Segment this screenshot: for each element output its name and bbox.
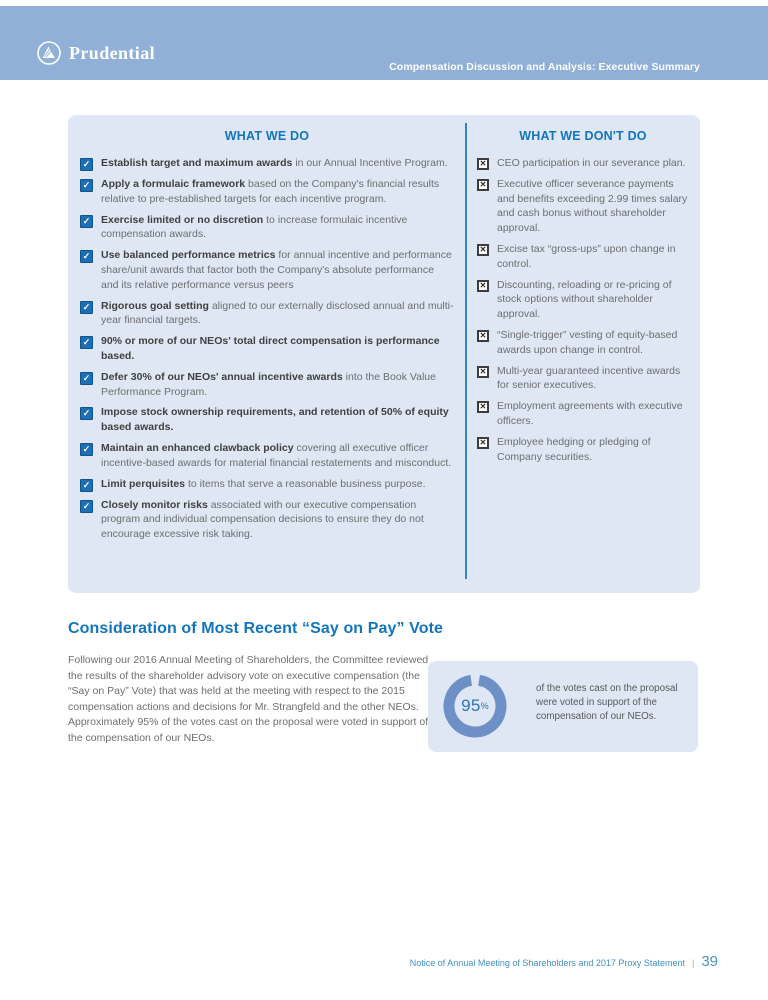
dont-item-text: Discounting, reloading or re-pricing of stock options without shareholder approval. (497, 278, 672, 321)
do-list-item (80, 334, 454, 364)
checkbox-checked-icon: ✓ (80, 250, 93, 263)
dont-item-text: Excise tax “gross-ups” upon change in control. (497, 242, 676, 270)
footer-divider: | (691, 958, 695, 968)
do-item-text (101, 405, 454, 435)
do-list-item (80, 177, 454, 207)
do-list-item (80, 248, 454, 292)
say-on-pay-paragraph: Following our 2016 Annual Meeting of Shareholders, the Committee reviewed the results of the shareholder advisory vote on executive compensation (the “Say on Pay” Vote) that was held at the meeting with respect to the 2015 compensation actions and decisions for Mr. Strangfeld and the other NEOs. Approximately 95% of the votes cast on the proposal were voted in support of the compensation of our NEOs. (68, 654, 429, 744)
dont-list-item (477, 242, 689, 272)
item-icon-cell (80, 336, 93, 364)
item-icon-cell (80, 372, 93, 400)
do-item-lead: Exercise limited or no discretion (101, 213, 264, 226)
do-item-rest: based on the Company's financial results relative to pre-established targets for each incentive program. (101, 178, 440, 205)
checkbox-checked-icon: ✓ (80, 500, 93, 513)
do-item-rest: aligned to our externally disclosed annual and multi-year financial targets. (101, 299, 454, 327)
item-icon-cell (80, 407, 93, 435)
checkbox-checked-icon: ✓ (80, 158, 93, 171)
do-item-rest: into the Book Value Performance Program. (101, 370, 436, 398)
item-icon-cell (80, 443, 93, 471)
do-item-text (101, 299, 454, 329)
do-item-rest: in our Annual Incentive Program. (295, 157, 448, 169)
do-item-lead: Closely monitor risks (101, 498, 208, 511)
item-icon-cell (80, 179, 93, 207)
do-item-text (101, 334, 454, 364)
do-list-item (80, 156, 454, 171)
do-item-text (101, 213, 454, 243)
what-we-do-list (80, 156, 454, 542)
do-item-rest: to increase formulaic incentive compensation awards. (101, 213, 408, 241)
do-item-text (101, 498, 454, 542)
do-item-rest: associated with our executive compensation program and individual compensation decisions to ensure they do not encourage excessive risk taking. (101, 498, 424, 541)
dont-list-item (477, 278, 689, 322)
item-icon-cell (477, 366, 489, 394)
item-icon-cell (477, 280, 489, 322)
do-item-lead: Establish target and maximum awards (101, 157, 293, 169)
dont-list-item (477, 435, 689, 465)
checkbox-checked-icon: ✓ (80, 443, 93, 456)
x-box-icon: ✕ (477, 244, 489, 256)
do-list-item (80, 370, 454, 400)
column-divider (465, 123, 467, 579)
prudential-rock-logo-icon (36, 40, 62, 66)
x-box-icon: ✕ (477, 366, 489, 378)
dont-list-item (477, 156, 689, 171)
dont-item-text: “Single-trigger” vesting of equity-based awards upon change in control. (497, 328, 678, 356)
footer-text: Notice of Annual Meeting of Shareholders and 2017 Proxy Statement (409, 958, 685, 968)
do-item-text (101, 177, 454, 207)
do-item-lead: Defer 30% of our NEOs' annual incentive awards (101, 370, 343, 383)
do-item-lead: Apply a formulaic framework (101, 178, 246, 190)
do-item-rest: covering all executive officer incentive-based awards for material financial restatements and misconduct. (101, 441, 452, 469)
item-icon-cell (477, 179, 489, 236)
dont-list-item (477, 177, 689, 236)
item-icon-cell (477, 330, 489, 358)
what-we-dont-do-list (477, 156, 689, 464)
do-item-text (101, 156, 448, 171)
item-icon-cell (477, 158, 489, 171)
say-on-pay-callout-box (428, 661, 698, 752)
page-footer (410, 953, 718, 970)
what-we-do-column (80, 121, 454, 548)
item-icon-cell (80, 500, 93, 542)
brand (36, 40, 155, 66)
do-list-item (80, 477, 454, 492)
do-item-text (101, 370, 454, 400)
what-we-dont-do-title: WHAT WE DON'T DO (519, 129, 647, 143)
dont-item-text: CEO participation in our severance plan. (497, 157, 686, 169)
item-icon-cell (477, 244, 489, 272)
item-icon-cell (80, 215, 93, 243)
do-item-lead: Rigorous goal setting (101, 299, 209, 312)
do-list-item (80, 441, 454, 471)
checkbox-checked-icon: ✓ (80, 301, 93, 314)
do-item-lead: Use balanced performance metrics (101, 249, 276, 262)
do-item-lead: Maintain an enhanced clawback policy (101, 441, 294, 454)
do-item-rest: to items that serve a reasonable business purpose. (187, 477, 426, 490)
dont-list-item (477, 399, 689, 429)
item-icon-cell (80, 479, 93, 492)
do-item-text (101, 441, 454, 471)
callout-caption: of the votes cast on the proposal were voted in support of the compensation of our NEOs. (536, 683, 678, 722)
dont-list-item (477, 364, 689, 394)
do-list-item (80, 405, 454, 435)
checkbox-checked-icon: ✓ (80, 479, 93, 492)
do-list-item (80, 213, 454, 243)
checkbox-checked-icon: ✓ (80, 407, 93, 420)
item-icon-cell (80, 301, 93, 329)
dont-item-text: Executive officer severance payments and benefits exceeding 2.99 times salary and cash bonus without shareholder approval. (497, 177, 688, 235)
x-box-icon: ✕ (477, 158, 489, 170)
percent-value: 95 (461, 696, 481, 715)
checkbox-checked-icon: ✓ (80, 336, 93, 349)
x-box-icon: ✕ (477, 330, 489, 342)
do-item-lead: Impose stock ownership requirements, and retention of 50% of equity based awards. (101, 406, 449, 434)
do-item-text (101, 477, 426, 492)
dont-list-item (477, 328, 689, 358)
checkbox-checked-icon: ✓ (80, 215, 93, 228)
dont-item-text: Employment agreements with executive officers. (497, 400, 683, 427)
what-we-do-title: WHAT WE DO (224, 129, 310, 143)
header-section-title: Compensation Discussion and Analysis: Executive Summary (389, 61, 700, 73)
do-item-rest: for annual incentive and performance share/unit awards that factor both the Company's absolute performance and its relative performance versus peers (101, 249, 452, 291)
support-donut-chart (442, 673, 508, 739)
do-item-lead: 90% or more of our NEOs' total direct compensation is performance based. (101, 335, 440, 362)
dont-item-text: Employee hedging or pledging of Company securities. (497, 435, 651, 463)
item-icon-cell (477, 401, 489, 429)
checkbox-checked-icon: ✓ (80, 179, 93, 192)
do-item-lead: Limit perquisites (101, 477, 186, 490)
do-list-item (80, 498, 454, 542)
item-icon-cell (477, 437, 489, 465)
x-box-icon: ✕ (477, 437, 489, 449)
item-icon-cell (80, 250, 93, 292)
dos-donts-panel (68, 115, 700, 593)
item-icon-cell (80, 158, 93, 171)
brand-name: Prudential (69, 42, 156, 63)
x-box-icon: ✕ (477, 280, 489, 292)
say-on-pay-heading: Consideration of Most Recent “Say on Pay” Vote (68, 620, 444, 637)
dont-item-text: Multi-year guaranteed incentive awards for senior executives. (497, 364, 681, 392)
x-box-icon: ✕ (477, 401, 489, 413)
donut-center-label (442, 673, 508, 739)
page-number: 39 (701, 953, 718, 970)
do-item-text (101, 248, 454, 292)
percent-sign: % (480, 701, 489, 711)
do-list-item (80, 299, 454, 329)
what-we-dont-do-column (477, 121, 689, 470)
x-box-icon: ✕ (477, 179, 489, 191)
header-band (0, 6, 768, 80)
checkbox-checked-icon: ✓ (80, 372, 93, 385)
